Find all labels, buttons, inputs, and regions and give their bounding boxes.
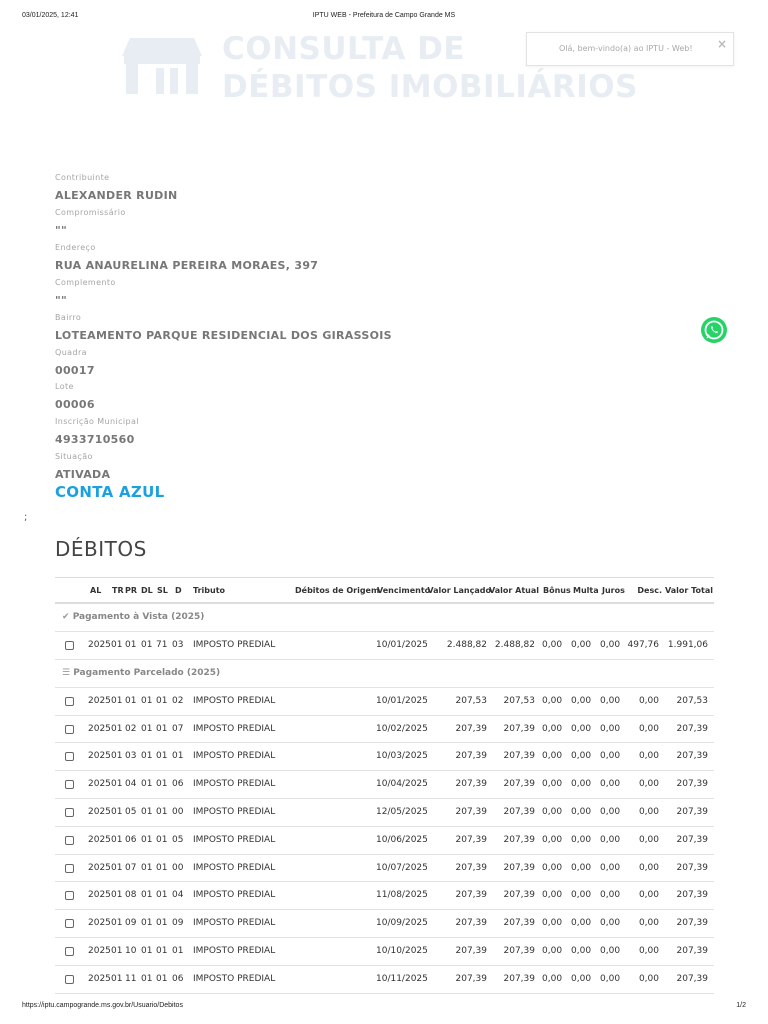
cell-lancado: 207,39 <box>455 862 487 873</box>
cell-tributo: IMPOSTO PREDIAL <box>193 723 276 734</box>
column-header: PR <box>125 586 138 595</box>
cell-dl: 01 <box>141 806 153 817</box>
banner-line-1: CONSULTA DE <box>222 31 466 67</box>
banner-line-2: DÉBITOS IMOBILIÁRIOS <box>222 69 638 105</box>
cell-dl: 01 <box>141 751 153 762</box>
cell-sl: 01 <box>156 890 168 901</box>
cell-juros: 0,00 <box>600 890 621 901</box>
cell-tributo: IMPOSTO PREDIAL <box>193 973 276 984</box>
cell-d: 00 <box>172 862 184 873</box>
cell-desc: 0,00 <box>638 862 659 873</box>
field-label: Complemento <box>55 278 116 287</box>
cell-atual: 207,39 <box>503 973 535 984</box>
field-value: RUA ANAURELINA PEREIRA MORAES, 397 <box>55 259 319 272</box>
cell-dl: 01 <box>141 862 153 873</box>
cell-atual: 207,39 <box>503 945 535 956</box>
cell-multa: 0,00 <box>571 695 592 706</box>
cell-desc: 0,00 <box>638 723 659 734</box>
field-value: LOTEAMENTO PARQUE RESIDENCIAL DOS GIRASSOIS <box>55 329 392 342</box>
cell-al: 2025 <box>88 779 111 790</box>
group-label-parcelado: ☰ Pagamento Parcelado (2025) <box>62 667 221 678</box>
cell-d: 03 <box>172 640 184 650</box>
cell-tributo: IMPOSTO PREDIAL <box>193 640 276 650</box>
cell-total: 207,39 <box>676 723 708 734</box>
cell-tr: 01 <box>111 640 123 650</box>
parcelado-rows <box>55 688 714 994</box>
cell-venc: 10/11/2025 <box>376 973 428 984</box>
cell-tr: 01 <box>111 862 123 873</box>
cell-multa: 0,00 <box>571 640 592 650</box>
cell-tr: 01 <box>111 918 123 929</box>
cell-multa: 0,00 <box>571 834 592 845</box>
cell-d: 09 <box>172 918 184 929</box>
cell-lancado: 207,39 <box>455 890 487 901</box>
cell-pr: 06 <box>125 834 137 845</box>
column-header: Juros <box>602 586 625 595</box>
field-label: Endereço <box>55 243 96 252</box>
cell-venc: 10/07/2025 <box>376 862 428 873</box>
cell-juros: 0,00 <box>600 945 621 956</box>
field-2 <box>55 243 318 273</box>
cell-pr: 04 <box>125 779 137 790</box>
cell-tr: 01 <box>111 723 123 734</box>
cell-multa: 0,00 <box>571 890 592 901</box>
cell-multa: 0,00 <box>571 945 592 956</box>
cell-sl: 01 <box>156 945 168 956</box>
cell-desc: 0,00 <box>638 806 659 817</box>
cell-al: 2025 <box>88 751 111 762</box>
cell-pr: 09 <box>125 918 137 929</box>
row-checkbox[interactable] <box>65 697 74 706</box>
cell-venc: 10/09/2025 <box>376 918 428 929</box>
cell-dl: 01 <box>141 695 153 706</box>
column-header: Desc. <box>637 586 662 595</box>
cell-atual: 207,39 <box>503 918 535 929</box>
cell-al: 2025 <box>88 806 111 817</box>
cell-bonus: 0,00 <box>542 918 563 929</box>
cell-lancado: 2.488,82 <box>446 640 487 650</box>
print-page-number: 1/2 <box>736 1002 746 1009</box>
field-label: Bairro <box>55 313 82 322</box>
print-datetime: 03/01/2025, 12:41 <box>22 12 79 19</box>
cell-total: 207,39 <box>676 945 708 956</box>
cell-desc: 0,00 <box>638 751 659 762</box>
column-header: TR <box>112 586 124 595</box>
cell-lancado: 207,39 <box>455 723 487 734</box>
cell-total: 207,39 <box>676 834 708 845</box>
cell-bonus: 0,00 <box>542 945 563 956</box>
cell-tr: 01 <box>111 806 123 817</box>
cell-total: 1.991,06 <box>667 640 708 650</box>
cell-dl: 01 <box>141 723 153 734</box>
column-header: Bônus <box>543 586 571 595</box>
cell-total: 207,39 <box>676 918 708 929</box>
cell-atual: 207,53 <box>503 695 535 706</box>
cell-desc: 0,00 <box>638 695 659 706</box>
list-icon: ☰ <box>62 667 74 678</box>
cell-bonus: 0,00 <box>542 723 563 734</box>
cell-lancado: 207,39 <box>455 806 487 817</box>
cell-bonus: 0,00 <box>542 640 563 650</box>
cell-total: 207,39 <box>676 779 708 790</box>
cell-desc: 0,00 <box>638 918 659 929</box>
column-header: Valor Lançado <box>427 586 491 595</box>
cell-sl: 01 <box>156 862 168 873</box>
cell-tributo: IMPOSTO PREDIAL <box>193 945 276 956</box>
cell-venc: 11/08/2025 <box>376 890 428 901</box>
cell-sl: 01 <box>156 751 168 762</box>
cell-total: 207,39 <box>676 862 708 873</box>
cell-pr: 11 <box>125 973 137 984</box>
cell-d: 02 <box>172 695 184 706</box>
field-label: Quadra <box>55 348 87 357</box>
cell-juros: 0,00 <box>600 806 621 817</box>
cell-pr: 08 <box>125 890 137 901</box>
cell-multa: 0,00 <box>571 751 592 762</box>
group-label-vista: ✔ Pagamento à Vista (2025) <box>62 612 205 622</box>
field-1 <box>55 208 126 238</box>
cell-sl: 01 <box>156 806 168 817</box>
cell-juros: 0,00 <box>600 973 621 984</box>
cell-venc: 10/10/2025 <box>376 945 428 956</box>
toast-message: Olá, bem-vindo(a) ao IPTU - Web! <box>559 44 693 53</box>
cell-tr: 01 <box>111 779 123 790</box>
cell-total: 207,39 <box>676 890 708 901</box>
cell-atual: 207,39 <box>503 890 535 901</box>
cell-bonus: 0,00 <box>542 973 563 984</box>
cell-multa: 0,00 <box>571 723 592 734</box>
cell-al: 2025 <box>88 918 111 929</box>
table-row <box>55 966 714 994</box>
table-row <box>55 632 714 660</box>
cell-sl: 01 <box>156 973 168 984</box>
cell-tr: 01 <box>111 834 123 845</box>
row-checkbox[interactable] <box>65 641 74 650</box>
cell-dl: 01 <box>141 973 153 984</box>
cell-desc: 0,00 <box>638 973 659 984</box>
column-header: Valor Total <box>665 586 713 595</box>
field-label: Inscrição Municipal <box>55 417 139 426</box>
cell-multa: 0,00 <box>571 862 592 873</box>
table-row <box>55 716 714 744</box>
cell-pr: 01 <box>125 695 137 706</box>
cell-multa: 0,00 <box>571 918 592 929</box>
print-page-title: IPTU WEB - Prefeitura de Campo Grande MS <box>312 12 456 19</box>
cell-lancado: 207,39 <box>455 779 487 790</box>
cell-desc: 0,00 <box>638 779 659 790</box>
cell-d: 00 <box>172 806 184 817</box>
cell-venc: 10/01/2025 <box>376 640 428 650</box>
cell-pr: 03 <box>125 751 137 762</box>
cell-al: 2025 <box>88 945 111 956</box>
field-8 <box>55 452 110 482</box>
row-checkbox[interactable] <box>65 808 74 817</box>
table-header <box>55 577 714 604</box>
table-row <box>55 855 714 883</box>
cell-tributo: IMPOSTO PREDIAL <box>193 751 276 762</box>
row-checkbox[interactable] <box>65 864 74 873</box>
cell-sl: 01 <box>156 834 168 845</box>
cell-pr: 02 <box>125 723 137 734</box>
debts-table <box>55 577 714 994</box>
table-row <box>55 910 714 938</box>
group-row-vista <box>55 604 714 632</box>
row-checkbox[interactable] <box>65 919 74 928</box>
cell-bonus: 0,00 <box>542 806 563 817</box>
field-label: Situação <box>55 452 93 461</box>
cell-bonus: 0,00 <box>542 779 563 790</box>
cell-atual: 207,39 <box>503 723 535 734</box>
cell-lancado: 207,39 <box>455 751 487 762</box>
cell-al: 2025 <box>88 890 111 901</box>
field-value: 00017 <box>55 364 95 377</box>
cell-total: 207,39 <box>676 751 708 762</box>
cell-dl: 01 <box>141 945 153 956</box>
column-header: Tributo <box>193 586 226 595</box>
cell-lancado: 207,53 <box>455 695 487 706</box>
cell-pr: 10 <box>125 945 137 956</box>
row-checkbox[interactable] <box>65 836 74 845</box>
cell-venc: 10/01/2025 <box>376 695 428 706</box>
print-footer <box>0 1002 768 1012</box>
cell-tributo: IMPOSTO PREDIAL <box>193 834 276 845</box>
cell-juros: 0,00 <box>600 779 621 790</box>
cell-multa: 0,00 <box>571 806 592 817</box>
conta-azul-label: CONTA AZUL <box>55 483 165 501</box>
cell-venc: 10/02/2025 <box>376 723 428 734</box>
cell-multa: 0,00 <box>571 973 592 984</box>
cell-tr: 01 <box>111 751 123 762</box>
vista-rows <box>55 632 714 660</box>
group-row-parcelado <box>55 660 714 688</box>
cell-d: 06 <box>172 973 184 984</box>
cell-venc: 12/05/2025 <box>376 806 428 817</box>
column-header: D <box>175 586 182 595</box>
row-checkbox[interactable] <box>65 947 74 956</box>
cell-al: 2025 <box>88 695 111 706</box>
cell-tr: 01 <box>111 695 123 706</box>
column-header: AL <box>90 586 102 595</box>
field-7 <box>55 417 139 447</box>
cell-total: 207,53 <box>676 695 708 706</box>
field-value: ALEXANDER RUDIN <box>55 189 178 202</box>
cell-bonus: 0,00 <box>542 751 563 762</box>
print-url: https://iptu.campogrande.ms.gov.br/Usuario/Debitos <box>22 1002 183 1009</box>
column-header: Valor Atual <box>489 586 539 595</box>
cell-desc: 497,76 <box>627 640 659 650</box>
cell-tr: 01 <box>111 890 123 901</box>
cell-tributo: IMPOSTO PREDIAL <box>193 918 276 929</box>
cell-dl: 01 <box>141 640 153 650</box>
column-header: DL <box>141 586 153 595</box>
table-row <box>55 771 714 799</box>
cell-venc: 10/03/2025 <box>376 751 428 762</box>
cell-dl: 01 <box>141 890 153 901</box>
cell-atual: 207,39 <box>503 751 535 762</box>
cell-desc: 0,00 <box>638 834 659 845</box>
table-row <box>55 743 714 771</box>
cell-sl: 01 <box>156 779 168 790</box>
cell-total: 207,39 <box>676 973 708 984</box>
cell-pr: 05 <box>125 806 137 817</box>
field-6 <box>55 382 95 412</box>
cell-tr: 01 <box>111 945 123 956</box>
cell-juros: 0,00 <box>600 723 621 734</box>
cell-multa: 0,00 <box>571 779 592 790</box>
cell-lancado: 207,39 <box>455 973 487 984</box>
cell-atual: 207,39 <box>503 806 535 817</box>
cell-venc: 10/06/2025 <box>376 834 428 845</box>
cell-juros: 0,00 <box>600 640 621 650</box>
cell-atual: 2.488,82 <box>494 640 535 650</box>
cell-bonus: 0,00 <box>542 695 563 706</box>
field-5 <box>55 348 95 378</box>
cell-dl: 01 <box>141 918 153 929</box>
house-icon <box>120 34 204 96</box>
cell-juros: 0,00 <box>600 918 621 929</box>
cell-pr: 07 <box>125 862 137 873</box>
cell-sl: 71 <box>156 640 168 650</box>
cell-tr: 01 <box>111 973 123 984</box>
cell-bonus: 0,00 <box>542 862 563 873</box>
cell-desc: 0,00 <box>638 890 659 901</box>
cell-d: 05 <box>172 834 184 845</box>
cell-al: 2025 <box>88 834 111 845</box>
cell-d: 07 <box>172 723 184 734</box>
cell-sl: 01 <box>156 918 168 929</box>
cell-pr: 01 <box>125 640 137 650</box>
cell-tributo: IMPOSTO PREDIAL <box>193 779 276 790</box>
field-3 <box>55 278 116 308</box>
field-label: Lote <box>55 382 74 391</box>
cell-al: 2025 <box>88 640 111 650</box>
cell-bonus: 0,00 <box>542 834 563 845</box>
row-checkbox[interactable] <box>65 975 74 984</box>
cell-d: 01 <box>172 945 184 956</box>
row-checkbox[interactable] <box>65 780 74 789</box>
cell-dl: 01 <box>141 779 153 790</box>
print-header <box>0 12 768 22</box>
cell-dl: 01 <box>141 834 153 845</box>
cell-al: 2025 <box>88 723 111 734</box>
table-row <box>55 799 714 827</box>
column-header: SL <box>157 586 168 595</box>
table-row <box>55 688 714 716</box>
cell-tributo: IMPOSTO PREDIAL <box>193 862 276 873</box>
field-value: 4933710560 <box>55 433 135 446</box>
cell-total: 207,39 <box>676 806 708 817</box>
cell-d: 01 <box>172 751 184 762</box>
cell-lancado: 207,39 <box>455 918 487 929</box>
table-row <box>55 827 714 855</box>
row-checkbox[interactable] <box>65 891 74 900</box>
cell-sl: 01 <box>156 695 168 706</box>
row-checkbox[interactable] <box>65 752 74 761</box>
column-header: Débitos de Origem <box>295 586 380 595</box>
cell-lancado: 207,39 <box>455 945 487 956</box>
cell-tributo: IMPOSTO PREDIAL <box>193 695 276 706</box>
cell-atual: 207,39 <box>503 834 535 845</box>
cell-al: 2025 <box>88 862 111 873</box>
cell-atual: 207,39 <box>503 862 535 873</box>
cell-d: 06 <box>172 779 184 790</box>
cell-juros: 0,00 <box>600 695 621 706</box>
stray-text: ; <box>24 512 28 523</box>
field-4 <box>55 313 392 343</box>
field-label: Compromissário <box>55 208 126 217</box>
field-label: Contribuinte <box>55 173 110 182</box>
cell-sl: 01 <box>156 723 168 734</box>
whatsapp-icon[interactable] <box>700 316 728 344</box>
field-0 <box>55 173 178 203</box>
cell-bonus: 0,00 <box>542 890 563 901</box>
table-row <box>55 882 714 910</box>
cell-juros: 0,00 <box>600 834 621 845</box>
cell-juros: 0,00 <box>600 751 621 762</box>
cell-lancado: 207,39 <box>455 834 487 845</box>
cell-al: 2025 <box>88 973 111 984</box>
cell-desc: 0,00 <box>638 945 659 956</box>
cell-juros: 0,00 <box>600 862 621 873</box>
field-value: 00006 <box>55 398 95 411</box>
cell-d: 04 <box>172 890 184 901</box>
cell-tributo: IMPOSTO PREDIAL <box>193 890 276 901</box>
column-header: Vencimento <box>377 586 431 595</box>
check-icon: ✔ <box>62 612 73 622</box>
field-value: "" <box>55 224 68 237</box>
cell-atual: 207,39 <box>503 779 535 790</box>
column-header: Multa <box>573 586 599 595</box>
close-icon[interactable]: × <box>716 37 727 51</box>
welcome-toast <box>526 32 734 66</box>
row-checkbox[interactable] <box>65 725 74 734</box>
table-row <box>55 938 714 966</box>
field-value: "" <box>55 294 68 307</box>
cell-venc: 10/04/2025 <box>376 779 428 790</box>
field-value: ATIVADA <box>55 468 111 481</box>
section-title-debitos: DÉBITOS <box>55 537 147 561</box>
cell-tributo: IMPOSTO PREDIAL <box>193 806 276 817</box>
